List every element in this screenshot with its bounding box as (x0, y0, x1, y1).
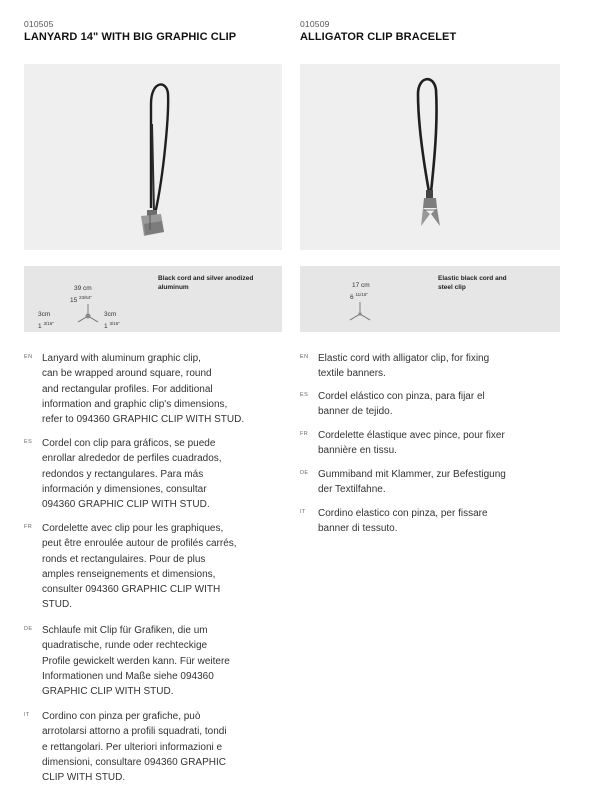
dim-length-in: 15 $^{23/64"}$ (70, 295, 92, 305)
product-title: LANYARD 14" WITH BIG GRAPHIC CLIP (24, 31, 237, 43)
axis-icon (74, 302, 102, 328)
product-photo (24, 64, 282, 250)
spec-panel (24, 266, 282, 332)
dim-length-cm: 17 cm (352, 282, 370, 289)
dim-length-in: 6 $^{11/16"}$ (350, 292, 368, 302)
product-code: 010509 (300, 19, 330, 29)
bracelet-illustration (300, 64, 560, 250)
product-code: 010505 (24, 19, 54, 29)
dim-depth-cm: 3cm (104, 311, 117, 318)
material-text: Elastic black cord and steel clip (438, 275, 507, 291)
product-photo (300, 64, 560, 250)
dim-width-in: 1 $^{3/16"}$ (38, 321, 54, 331)
dim-depth-in: 1 $^{3/16"}$ (104, 321, 120, 331)
product-title: ALLIGATOR CLIP BRACELET (300, 31, 457, 43)
lanyard-illustration (24, 64, 282, 250)
material-text: Black cord and silver anodized aluminum (158, 275, 254, 291)
dim-length-cm: 39 cm (74, 285, 92, 292)
axis-icon (346, 300, 374, 326)
dim-width-cm: 3cm (38, 311, 51, 318)
spec-panel (300, 266, 560, 332)
